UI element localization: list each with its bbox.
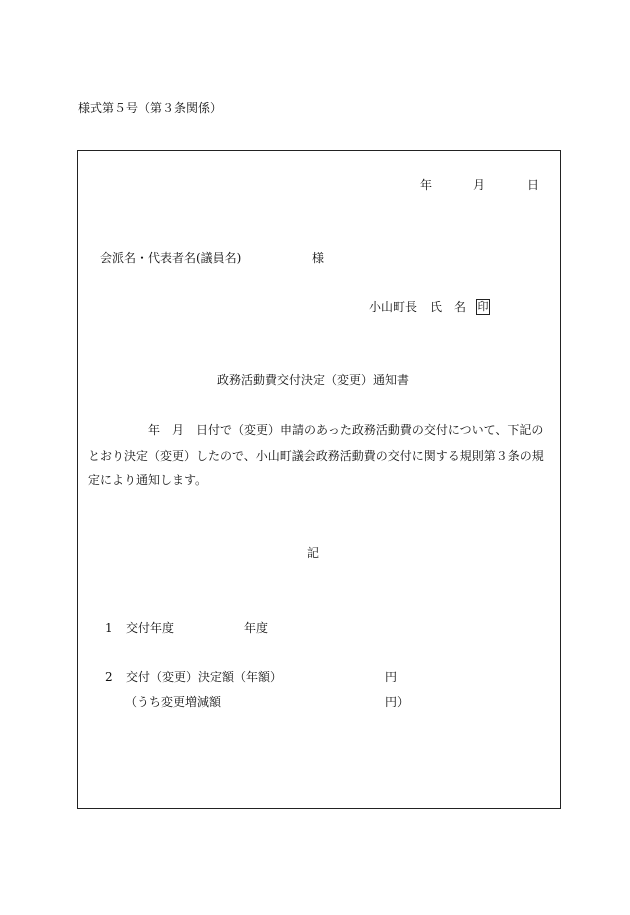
ki-heading: 記 (306, 546, 319, 560)
item-unit: 円 (385, 670, 398, 684)
item-label: 交付年度 (126, 621, 175, 635)
date-day-label: 日 (527, 178, 540, 192)
recipient-honorific: 様 (312, 251, 325, 265)
body-line: 定により通知します。 (88, 473, 208, 487)
item-number: 2 (105, 670, 113, 684)
sender-name-label: 氏 名 (430, 300, 467, 314)
seal-stamp-box: 印 (477, 300, 489, 313)
item-number: 1 (105, 621, 113, 635)
item-sub-label: （うち変更増減額 (125, 695, 222, 709)
date-month-label: 月 (473, 178, 486, 192)
item-unit: 年度 (244, 621, 269, 635)
form-number: 様式第５号（第３条関係） (78, 101, 223, 115)
recipient-label: 会派名・代表者名(議員名) (100, 251, 242, 265)
item-label: 交付（変更）決定額（年額） (126, 670, 283, 684)
item-sub-unit: 円） (385, 695, 410, 709)
document-title: 政務活動費交付決定（変更）通知書 (216, 373, 409, 387)
body-line: 年 月 日付で（変更）申請のあった政務活動費の交付について、下記の (148, 423, 544, 437)
body-line: とおり決定（変更）したので、小山町議会政務活動費の交付に関する規則第３条の規 (88, 449, 544, 463)
sender-title: 小山町長 (369, 300, 418, 314)
date-year-label: 年 (420, 178, 433, 192)
